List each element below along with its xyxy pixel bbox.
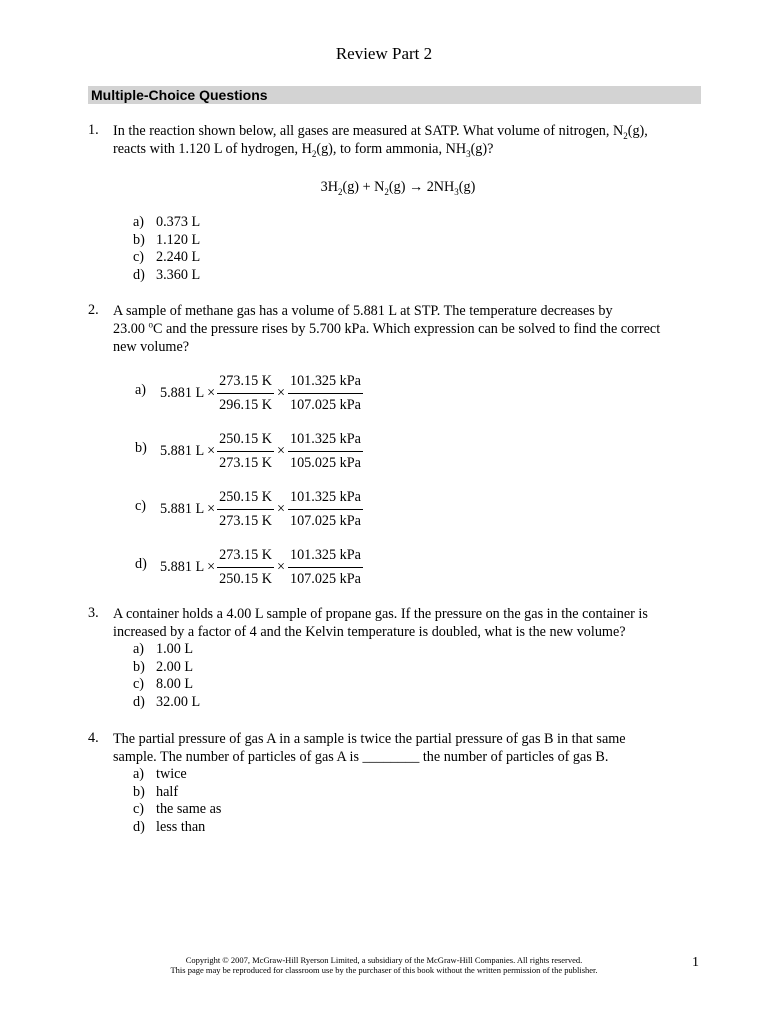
expression: 5.881 L × $\frac{250.15 K}{273.15 K}$ × $\frac{\text{101.325 kPa}}{\text{107.025 kPa}}$ xyxy=(160,488,361,529)
question-text: A sample of methane gas has a volume of 5.881 L at STP. The temperature decreases by 23.00 $^o$C and the pressure rises by 5.700 kPa. Which expression can be solved to find the correct new volume? xyxy=(113,303,661,355)
choice-a: a) twice xyxy=(133,766,187,782)
question-number: 1. xyxy=(88,122,99,138)
choice-list xyxy=(133,214,708,284)
question-text: In the reaction shown below, all gases are measured at SATP. What volume of nitrogen, $N_2(g)$, reacts with 1.120 L of hydrogen, $H_2(g)$, to form ammonia, $NH_3(g)$? xyxy=(113,123,648,159)
choice-d: d) 3.360 L xyxy=(133,266,201,283)
choice-list xyxy=(133,641,708,711)
choice-a: a) 1.00 L xyxy=(133,641,194,657)
reproduction-notice: This page may be reproduced for classroom use by the purchaser of this book without the written permission of the publisher. xyxy=(170,965,598,975)
choice-b: b) 2.00 L xyxy=(133,658,194,675)
choice-b: b) half xyxy=(133,783,179,800)
choice-a: a) 0.373 L xyxy=(133,214,201,230)
choice-c: c) 8.00 L xyxy=(133,676,194,693)
question-2-choices xyxy=(88,544,708,592)
choice-c: c) 2.240 L xyxy=(133,249,201,266)
choice-d: d) less than xyxy=(133,818,206,835)
question-2-choices xyxy=(88,486,708,534)
question-number: 2. xyxy=(88,302,99,318)
question-4 xyxy=(88,730,708,836)
question-2-choices xyxy=(88,370,708,418)
choice-c: c) the same as xyxy=(133,801,222,818)
page-number: 1 xyxy=(692,955,699,970)
choice-d: d) 32.00 L xyxy=(133,693,201,710)
choice-b: b) 5.881 L × $\frac{250.15 K}{273.15 K}$ × $\frac{\text{101.325 kPa}}{\text{105.025 kPa}}$ xyxy=(135,428,708,476)
question-1 xyxy=(88,122,708,284)
choice-b: b) 1.120 L xyxy=(133,231,201,248)
copyright-line: Copyright © 2007, McGraw-Hill Ryerson Limited, a subsidiary of the McGraw-Hill Companies. All rights reserved. xyxy=(185,955,583,965)
choice-c: c) 5.881 L × $\frac{250.15 K}{273.15 K}$ × $\frac{\text{101.325 kPa}}{\text{107.025 kPa}}$ xyxy=(135,486,708,534)
choice-a: a) 5.881 L × $\frac{273.15 K}{296.15 K}$ × $\frac{\text{101.325 kPa}}{\text{107.025 kPa}}$ xyxy=(135,370,708,418)
question-text: A container holds a 4.00 L sample of propane gas. If the pressure on the gas in the container is increased by a factor of 4 and the Kelvin temperature is doubled, what is the new volume? xyxy=(113,606,648,640)
expression: 5.881 L × $\frac{250.15 K}{273.15 K}$ × $\frac{\text{101.325 kPa}}{\text{105.025 kPa}}$ xyxy=(160,430,361,471)
question-text: The partial pressure of gas A in a sample is twice the partial pressure of gas B in that same sample. The number of particles of gas A is ________ the number of particles of gas B. xyxy=(113,731,626,765)
question-number: 4. xyxy=(88,730,99,746)
section-header: Multiple-Choice Questions xyxy=(88,86,701,104)
reaction-equation: $3H_2(g) + N_2(g) \to 2NH_3(g)$ xyxy=(320,179,476,197)
page-title: Review Part 2 xyxy=(335,44,433,63)
question-2-choices xyxy=(88,428,708,476)
expression: 5.881 L × $\frac{273.15 K}{296.15 K}$ × $\frac{\text{101.325 kPa}}{\text{107.025 kPa}}$ xyxy=(160,372,361,413)
copyright-footer xyxy=(0,955,768,975)
choice-list xyxy=(133,766,708,836)
question-3 xyxy=(88,605,708,711)
question-number: 3. xyxy=(88,605,99,621)
choice-d: d) 5.881 L × $\frac{273.15 K}{250.15 K}$ × $\frac{\text{101.325 kPa}}{\text{107.025 kPa}}$ xyxy=(135,544,708,592)
question-2 xyxy=(88,302,708,356)
expression: 5.881 L × $\frac{273.15 K}{250.15 K}$ × $\frac{\text{101.325 kPa}}{\text{107.025 kPa}}$ xyxy=(160,546,361,587)
